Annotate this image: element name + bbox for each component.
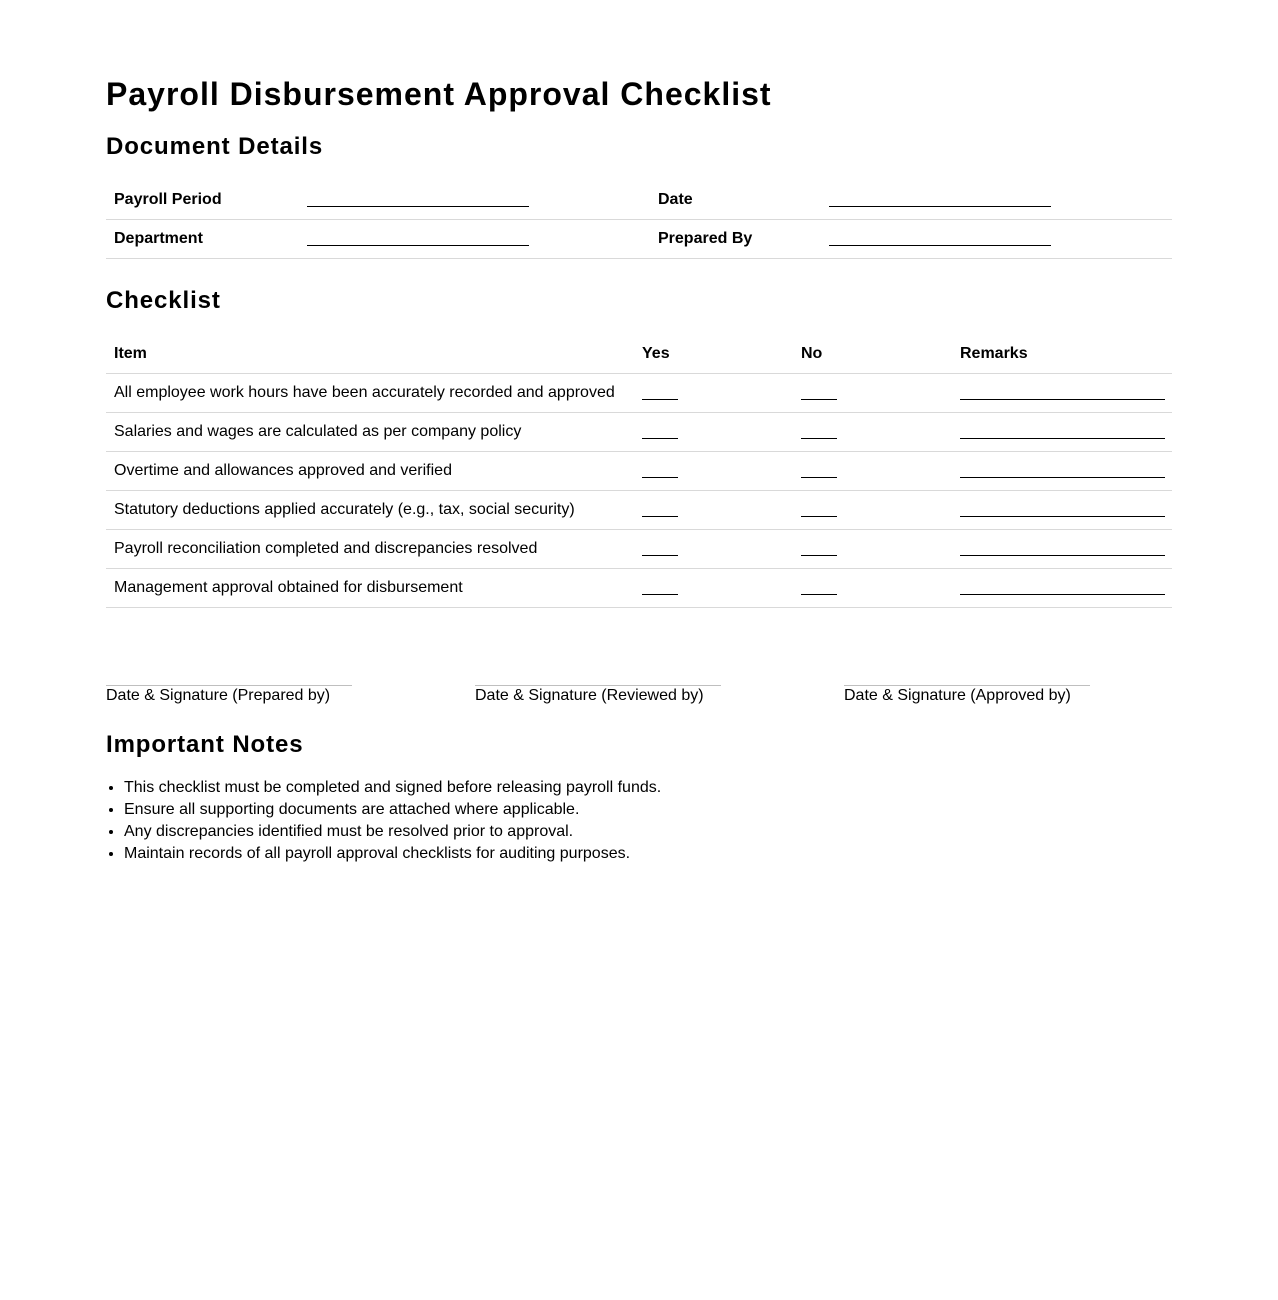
payroll-period-label: Payroll Period [114, 191, 222, 208]
list-item: • Maintain records of all payroll approval checklists for auditing purposes. [124, 843, 661, 865]
signature-label-reviewed: Date & Signature (Reviewed by) [475, 687, 704, 704]
table-row [106, 413, 1172, 452]
no-field[interactable] [793, 413, 952, 452]
column-header-yes: Yes [642, 345, 670, 362]
checklist-item-text: Payroll reconciliation completed and discrepancies resolved [114, 540, 538, 557]
column-header-remarks: Remarks [960, 345, 1028, 362]
checklist-heading: Checklist [106, 287, 221, 314]
prepared-by-field[interactable] [821, 220, 1172, 259]
yes-field[interactable] [634, 569, 793, 608]
details-row [106, 220, 1172, 259]
page-title: Payroll Disbursement Approval Checklist [106, 76, 772, 112]
department-label: Department [114, 230, 203, 247]
no-field[interactable] [793, 569, 952, 608]
remarks-field[interactable] [952, 374, 1172, 413]
table-row [106, 569, 1172, 608]
document-details-table [106, 181, 1172, 259]
checklist-item-text: Management approval obtained for disbursement [114, 579, 463, 596]
signature-line-reviewed[interactable] [475, 685, 721, 704]
yes-field[interactable] [634, 374, 793, 413]
table-row [106, 491, 1172, 530]
no-field[interactable] [793, 374, 952, 413]
list-item: • Ensure all supporting documents are attached where applicable. [124, 799, 661, 821]
date-label: Date [658, 191, 693, 208]
checklist-item-text: Overtime and allowances approved and verified [114, 462, 452, 479]
prepared-by-label: Prepared By [658, 230, 753, 247]
checklist-item-text: Salaries and wages are calculated as per company policy [114, 423, 522, 440]
remarks-field[interactable] [952, 530, 1172, 569]
checklist-item-text: All employee work hours have been accurately recorded and approved [114, 384, 615, 401]
yes-field[interactable] [634, 530, 793, 569]
signature-section [106, 685, 1172, 709]
details-row [106, 181, 1172, 220]
remarks-field[interactable] [952, 452, 1172, 491]
checklist-table [106, 335, 1172, 608]
signature-line-approved[interactable] [844, 685, 1090, 704]
remarks-field[interactable] [952, 569, 1172, 608]
document-details-heading: Document Details [106, 133, 324, 160]
signature-label-prepared: Date & Signature (Prepared by) [106, 687, 331, 704]
yes-field[interactable] [634, 452, 793, 491]
date-field[interactable] [821, 181, 1172, 220]
remarks-field[interactable] [952, 413, 1172, 452]
table-row [106, 530, 1172, 569]
list-item: • Any discrepancies identified must be resolved prior to approval. [124, 821, 661, 843]
payroll-period-field[interactable] [299, 181, 650, 220]
checklist-header-row [106, 335, 1172, 374]
department-field[interactable] [299, 220, 650, 259]
remarks-field[interactable] [952, 491, 1172, 530]
signature-label-approved: Date & Signature (Approved by) [844, 687, 1071, 704]
yes-field[interactable] [634, 413, 793, 452]
no-field[interactable] [793, 491, 952, 530]
no-field[interactable] [793, 530, 952, 569]
yes-field[interactable] [634, 491, 793, 530]
column-header-no: No [801, 345, 823, 362]
important-notes-heading: Important Notes [106, 731, 304, 758]
table-row [106, 452, 1172, 491]
checklist-item-text: Statutory deductions applied accurately (e.g., tax, social security) [114, 501, 575, 518]
list-item: • This checklist must be completed and signed before releasing payroll funds. [124, 777, 661, 799]
no-field[interactable] [793, 452, 952, 491]
signature-line-prepared[interactable] [106, 685, 352, 704]
table-row [106, 374, 1172, 413]
column-header-item: Item [114, 345, 147, 362]
notes-list [106, 777, 661, 865]
